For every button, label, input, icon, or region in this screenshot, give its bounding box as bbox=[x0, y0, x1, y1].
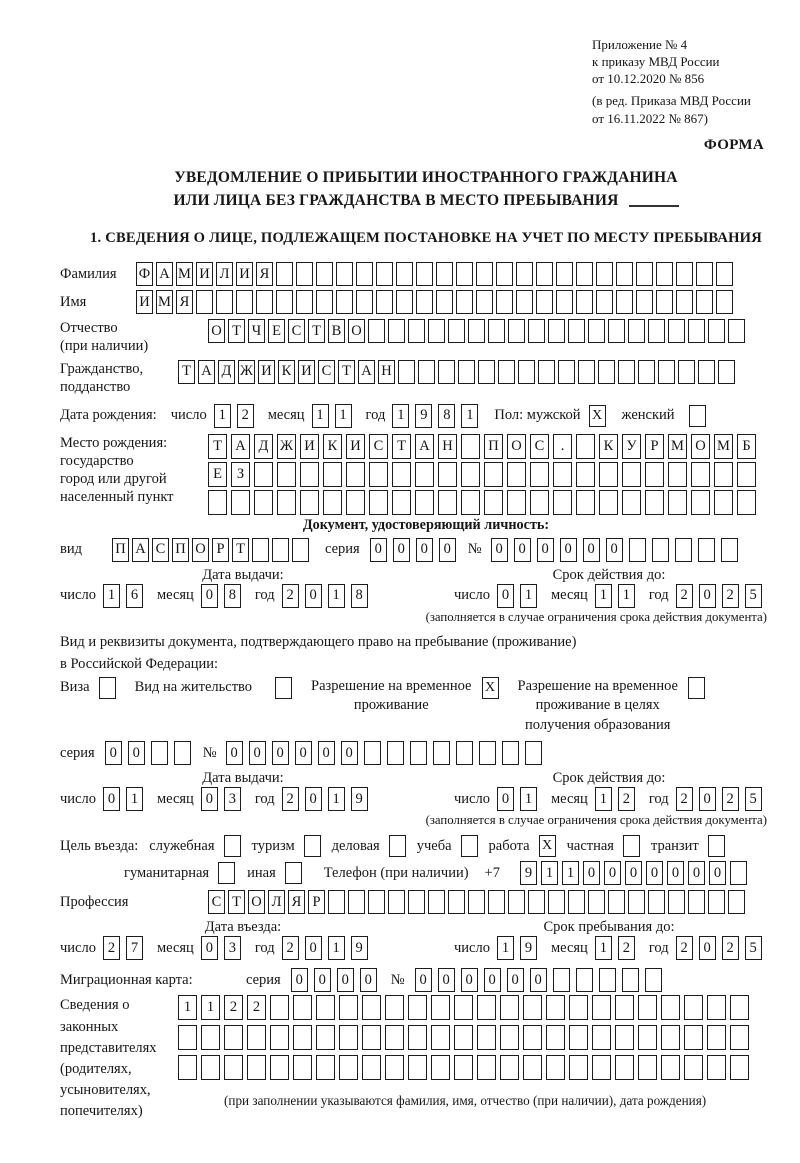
forma-label: ФОРМА bbox=[703, 136, 764, 153]
sex-female-label: женский bbox=[621, 407, 675, 424]
birth-place-cells bbox=[208, 434, 756, 515]
residence-expiry-month-cells: 1 2 bbox=[595, 787, 635, 811]
temp-permit-checkbox: X bbox=[482, 677, 499, 699]
doc-kind-cells: П А С П О Р Т bbox=[112, 538, 309, 562]
month-label: месяц bbox=[550, 939, 588, 956]
doc-kind-label: вид bbox=[60, 541, 82, 558]
official-checkbox bbox=[224, 835, 241, 857]
residence-issue-day-cells: 0 1 bbox=[103, 787, 143, 811]
residence-series-label: серия bbox=[60, 744, 95, 761]
sex-male-checkbox: X bbox=[589, 405, 606, 427]
entry-date-heading: Дата въезда: bbox=[204, 919, 282, 936]
representatives-cells bbox=[178, 995, 749, 1109]
profession-label: Профессия bbox=[60, 893, 129, 910]
migration-series-label: серия bbox=[246, 971, 281, 988]
identity-issue-day-cells: 1 6 bbox=[103, 584, 143, 608]
migration-number-label: № bbox=[390, 971, 405, 988]
entry-day-cells: 2 7 bbox=[103, 936, 143, 960]
temp-permit-option bbox=[311, 677, 498, 716]
birth-day-cells: 1 2 bbox=[214, 404, 254, 428]
business-checkbox bbox=[389, 835, 406, 857]
day-label: число bbox=[454, 587, 490, 604]
year-label: год bbox=[365, 407, 386, 424]
purpose-row bbox=[60, 835, 792, 857]
sex-label: Пол: мужской bbox=[494, 407, 581, 424]
regulation-note bbox=[592, 36, 770, 127]
patronymic-cells: О Т Ч Е С Т В О bbox=[208, 319, 745, 343]
day-label: число bbox=[454, 939, 490, 956]
form-title bbox=[60, 166, 792, 213]
month-label: месяц bbox=[550, 790, 588, 807]
residence-series-cells: 0 0 bbox=[105, 741, 191, 765]
residence-expiry-group bbox=[426, 787, 792, 811]
identity-expiry-month-cells: 1 1 bbox=[595, 584, 635, 608]
identity-expiry-note: (заполняется в случае ограничения срока действия документа) bbox=[425, 609, 767, 624]
surname-cells: Ф А М И Л И Я bbox=[136, 262, 733, 286]
form-title-line2: ИЛИ ЛИЦА БЕЗ ГРАЖДАНСТВА В МЕСТО ПРЕБЫВАНИЯ bbox=[60, 189, 792, 212]
residence-expiry-year-cells: 2 0 2 5 bbox=[676, 787, 762, 811]
visa-checkbox bbox=[99, 677, 116, 699]
residence-issue-group bbox=[60, 787, 426, 811]
doc-number-label: № bbox=[467, 541, 482, 558]
identity-doc-date-headings bbox=[60, 567, 792, 584]
residence-doc-intro1: Вид и реквизиты документа, подтверждающего право на пребывание (проживание) bbox=[60, 633, 577, 650]
purpose-other: иная bbox=[247, 862, 302, 884]
title-blank-underline bbox=[629, 205, 679, 207]
name-row bbox=[60, 290, 792, 314]
purpose-study: учеба bbox=[417, 835, 478, 857]
birth-date-label: Дата рождения: bbox=[60, 407, 157, 424]
residence-doc-date-headings bbox=[60, 770, 792, 787]
residence-expiry-day-cells: 0 1 bbox=[497, 787, 537, 811]
year-label: год bbox=[648, 939, 669, 956]
residence-issue-year-cells: 2 0 1 9 bbox=[282, 787, 368, 811]
temp-permit-label: Разрешение на временное проживание bbox=[311, 677, 472, 714]
identity-expiry-group bbox=[426, 584, 792, 608]
year-label: год bbox=[254, 790, 275, 807]
representatives-label: Сведения о законных представителях (родителях, усыновителях, попечителях) bbox=[60, 997, 157, 1119]
birth-place-row1-cells: Т А Д Ж И К И С Т А Н П О С . К У Р М О М Б bbox=[208, 434, 756, 459]
birth-date-row bbox=[60, 404, 792, 428]
residence-number-label: № bbox=[202, 744, 217, 761]
citizenship-row bbox=[60, 360, 792, 396]
identity-issue-group bbox=[60, 584, 426, 608]
doc-number-cells: 0 0 0 0 0 0 bbox=[491, 538, 738, 562]
stay-day-cells: 1 9 bbox=[497, 936, 537, 960]
humanitarian-checkbox bbox=[218, 862, 235, 884]
patronymic-row bbox=[60, 319, 792, 355]
residence-doc-dates-row bbox=[60, 787, 792, 811]
identity-expiry-year-cells: 2 0 2 5 bbox=[676, 584, 762, 608]
form-title-line1: УВЕДОМЛЕНИЕ О ПРИБЫТИИ ИНОСТРАННОГО ГРАЖДАНИНА bbox=[174, 168, 678, 186]
month-label: месяц bbox=[267, 407, 305, 424]
migration-card-row bbox=[60, 968, 792, 992]
study-checkbox bbox=[461, 835, 478, 857]
regulation-line: к приказу МВД России bbox=[592, 54, 720, 70]
surname-label: Фамилия bbox=[60, 265, 117, 282]
section1-heading: 1. СВЕДЕНИЯ О ЛИЦЕ, ПОДЛЕЖАЩЕМ ПОСТАНОВКЕ НА УЧЕТ ПО МЕСТУ ПРЕБЫВАНИЯ bbox=[90, 230, 762, 247]
residence-doc-options-row bbox=[60, 677, 792, 736]
edu-permit-option bbox=[518, 677, 705, 736]
purpose-official: служебная bbox=[149, 835, 240, 857]
entry-month-cells: 0 3 bbox=[201, 936, 241, 960]
birth-place-row2-cells: Е З bbox=[208, 462, 756, 487]
identity-doc-dates-row bbox=[60, 584, 792, 608]
name-label: Имя bbox=[60, 293, 87, 310]
regulation-line: Приложение № 4 bbox=[592, 37, 688, 52]
purpose-business: деловая bbox=[332, 835, 406, 857]
representatives-note: (при заполнении указываются фамилия, имя, отчество (при наличии), дата рождения) bbox=[224, 1093, 707, 1109]
representatives-row1-cells: 1 1 2 2 bbox=[178, 995, 749, 1020]
regulation-sub-line: от 16.11.2022 № 867) bbox=[592, 110, 709, 126]
birth-place-label: Место рождения: государство город или другой населенный пункт bbox=[60, 434, 174, 506]
work-checkbox: X bbox=[539, 835, 556, 857]
birth-month-cells: 1 1 bbox=[312, 404, 352, 428]
purpose-tourism: туризм bbox=[252, 835, 321, 857]
visa-label: Виза bbox=[60, 679, 90, 696]
identity-doc-row bbox=[60, 538, 792, 562]
identity-issue-month-cells: 0 8 bbox=[201, 584, 241, 608]
purpose-work: работа X bbox=[489, 835, 556, 857]
stay-month-cells: 1 2 bbox=[595, 936, 635, 960]
issue-date-heading: Дата выдачи: bbox=[202, 770, 284, 787]
migration-number-cells: 0 0 0 0 0 0 bbox=[415, 968, 662, 992]
expiry-date-heading: Срок действия до: bbox=[552, 566, 666, 583]
identity-issue-year-cells: 2 0 1 8 bbox=[282, 584, 368, 608]
identity-expiry-day-cells: 0 1 bbox=[497, 584, 537, 608]
phone-cells: 9 1 1 0 0 0 0 0 0 0 bbox=[520, 861, 747, 885]
day-label: число bbox=[170, 407, 207, 424]
migration-card-label: Миграционная карта: bbox=[60, 971, 193, 988]
regulation-sub-line: (в ред. Приказа МВД России bbox=[592, 93, 751, 109]
transit-checkbox bbox=[708, 835, 725, 857]
citizenship-cells: Т А Д Ж И К И С Т А Н bbox=[178, 360, 735, 384]
expiry-date-heading: Срок действия до: bbox=[552, 770, 666, 787]
regulation-line: от 10.12.2020 № 856 bbox=[592, 71, 705, 87]
month-label: месяц bbox=[156, 939, 194, 956]
residence-permit-option bbox=[135, 677, 292, 699]
issue-date-heading: Дата выдачи: bbox=[202, 566, 284, 583]
purpose-row2 bbox=[60, 861, 792, 885]
entry-date-group bbox=[60, 936, 426, 960]
representatives-block bbox=[60, 995, 792, 1121]
purpose-humanitarian: гуманитарная bbox=[124, 862, 235, 884]
month-label: месяц bbox=[550, 587, 588, 604]
residence-expiry-note: (заполняется в случае ограничения срока действия документа) bbox=[425, 813, 767, 828]
residence-doc-series-row bbox=[60, 741, 792, 765]
private-checkbox bbox=[623, 835, 640, 857]
entry-date-headings bbox=[60, 919, 792, 936]
day-label: число bbox=[60, 587, 96, 604]
doc-series-cells: 0 0 0 0 bbox=[370, 538, 456, 562]
phone-prefix: +7 bbox=[484, 864, 500, 881]
day-label: число bbox=[60, 939, 96, 956]
stay-until-heading: Срок пребывания до: bbox=[543, 919, 675, 936]
year-label: год bbox=[648, 587, 669, 604]
residence-issue-month-cells: 0 3 bbox=[201, 787, 241, 811]
profession-cells: С Т О Л Я Р bbox=[208, 890, 745, 914]
residence-number-cells: 0 0 0 0 0 0 bbox=[226, 741, 542, 765]
residence-permit-label: Вид на жительство bbox=[134, 679, 253, 696]
birth-place-row3-cells bbox=[208, 490, 756, 515]
visa-option bbox=[60, 677, 116, 699]
sex-female-checkbox bbox=[689, 405, 706, 427]
entry-dates-row bbox=[60, 936, 792, 960]
birth-date-group bbox=[171, 404, 479, 428]
name-cells: И М Я bbox=[136, 290, 733, 314]
month-label: месяц bbox=[156, 587, 194, 604]
edu-permit-label: Разрешение на временное проживание в целях получения образования bbox=[517, 677, 678, 733]
year-label: год bbox=[254, 939, 275, 956]
edu-permit-checkbox bbox=[688, 677, 705, 699]
residence-doc-intro2: в Российской Федерации: bbox=[60, 655, 219, 672]
entry-year-cells: 2 0 1 9 bbox=[282, 936, 368, 960]
representatives-row3-cells bbox=[178, 1055, 749, 1080]
profession-row bbox=[60, 890, 792, 914]
phone-label: Телефон (при наличии) bbox=[323, 864, 469, 881]
residence-permit-checkbox bbox=[275, 677, 292, 699]
purpose-transit: транзит bbox=[651, 835, 725, 857]
doc-series-label: серия bbox=[325, 541, 360, 558]
birth-place-block bbox=[60, 434, 792, 515]
surname-row bbox=[60, 262, 792, 286]
year-label: год bbox=[254, 587, 275, 604]
stay-until-group bbox=[426, 936, 792, 960]
day-label: число bbox=[60, 790, 96, 807]
representatives-row2-cells bbox=[178, 1025, 749, 1050]
patronymic-label: Отчество (при наличии) bbox=[60, 320, 149, 355]
purpose-label: Цель въезда: bbox=[60, 837, 139, 854]
other-checkbox bbox=[285, 862, 302, 884]
birth-year-cells: 1 9 8 1 bbox=[392, 404, 478, 428]
citizenship-label: Гражданство, подданство bbox=[60, 360, 144, 395]
stay-year-cells: 2 0 2 5 bbox=[676, 936, 762, 960]
month-label: месяц bbox=[156, 790, 194, 807]
migration-series-cells: 0 0 0 0 bbox=[291, 968, 377, 992]
day-label: число bbox=[454, 790, 490, 807]
purpose-private: частная bbox=[567, 835, 640, 857]
year-label: год bbox=[648, 790, 669, 807]
tourism-checkbox bbox=[304, 835, 321, 857]
identity-doc-heading: Документ, удостоверяющий личность: bbox=[302, 516, 550, 533]
